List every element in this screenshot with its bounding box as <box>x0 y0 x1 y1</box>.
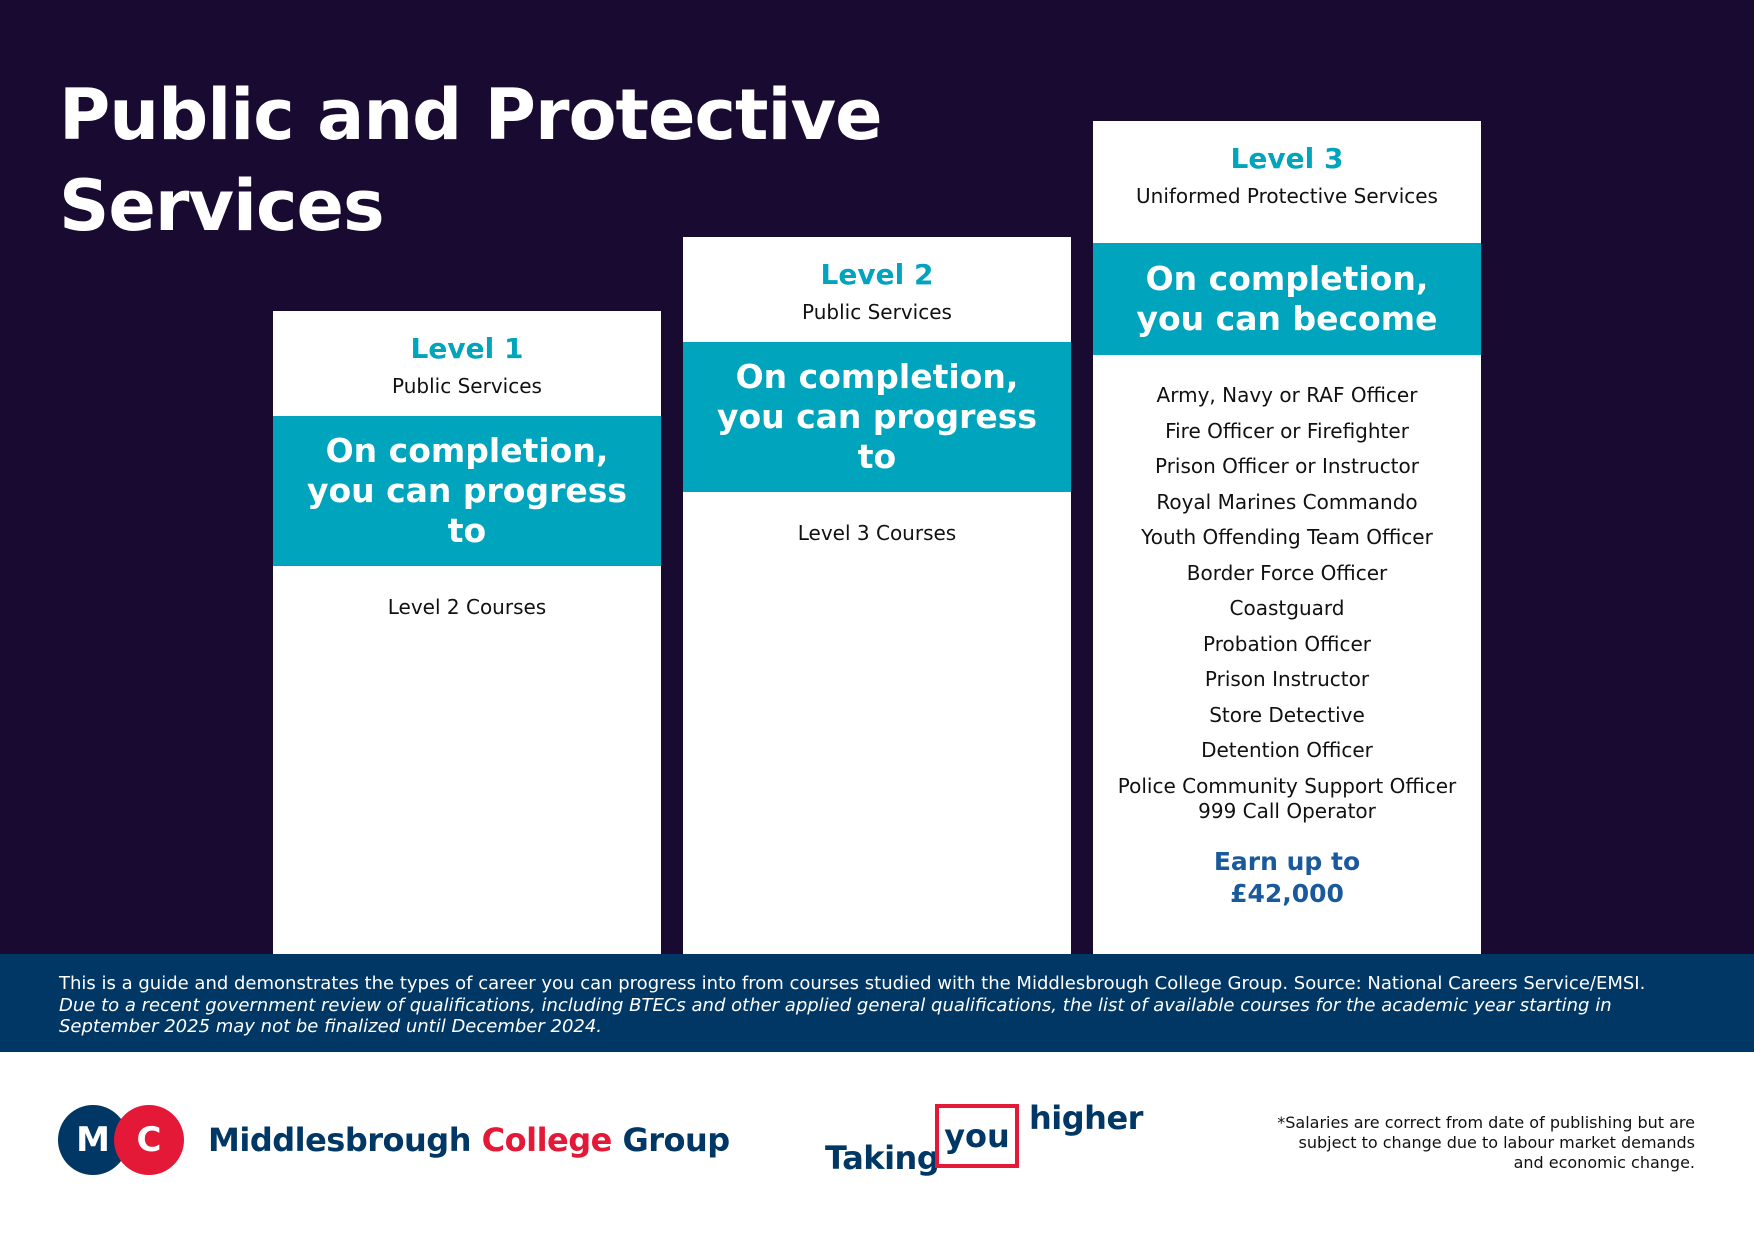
career-item: Royal Marines Commando <box>1156 489 1418 514</box>
career-item: Store Detective <box>1209 702 1365 727</box>
career-item: Probation Officer <box>1203 631 1371 656</box>
logo-word-group: Group <box>622 1121 730 1159</box>
level-3-header <box>1093 121 1481 243</box>
logo-wordmark <box>208 1120 730 1160</box>
career-item: Youth Offending Team Officer <box>1141 525 1433 549</box>
logo-word-college: College <box>481 1121 612 1159</box>
page-title: Public and Protective Services <box>59 74 882 247</box>
guide-notice <box>0 954 1754 1052</box>
earn-label: Earn up to <box>1213 846 1361 876</box>
logo-c-circle: C <box>114 1105 184 1175</box>
level-1-card <box>273 311 661 954</box>
slogan-taking-you-higher <box>825 1098 1143 1188</box>
level-2-progress-band: On completion, you can progress to <box>683 342 1071 492</box>
level-1-progress-band: On completion, you can progress to <box>273 416 661 566</box>
salary-disclaimer: *Salaries are correct from date of publishing but are subject to change due to labour market demands and economic change. <box>1277 1113 1695 1172</box>
level-3-title: Level 3 <box>1230 142 1344 175</box>
level-1-title: Level 1 <box>410 332 524 365</box>
career-item: Prison Instructor <box>1204 667 1370 691</box>
level-2-card <box>683 237 1071 954</box>
slogan-higher: higher <box>1029 1099 1143 1137</box>
career-item: 999 Call Operator <box>1198 798 1376 823</box>
career-item: Fire Officer or Firefighter <box>1165 418 1409 443</box>
career-item: Coastguard <box>1229 596 1345 620</box>
notice-italic-text: Due to a recent government review of qualifications, including BTECs and other applied general qualifications, the list of available courses for the academic year starting in September 2025 may not be finalized until December 2024. <box>59 994 1612 1037</box>
logo-m-circle: M <box>58 1105 128 1175</box>
logo-word-middlesbrough: Middlesbrough <box>208 1121 471 1159</box>
earn-value: £42,000 <box>1230 878 1344 908</box>
career-item: Border Force Officer <box>1186 560 1388 585</box>
level-3-course: Uniformed Protective Services <box>1136 184 1438 208</box>
career-item: Prison Officer or Instructor <box>1155 454 1419 478</box>
level-2-title: Level 2 <box>820 258 934 291</box>
notice-main-text: This is a guide and demonstrates the types of career you can progress into from courses studied with the Middlesbrough College Group. Source: National Careers Service/EMSI. <box>59 973 1646 994</box>
career-item: Army, Navy or RAF Officer <box>1156 383 1418 407</box>
level-3-become-band: On completion, you can become <box>1093 243 1481 355</box>
slogan-you: you <box>944 1117 1010 1155</box>
level-1-next-course: Level 2 Courses <box>387 595 547 619</box>
level-2-next-course: Level 3 Courses <box>797 521 957 545</box>
slogan-taking: Taking <box>825 1139 940 1177</box>
level-3-card <box>1093 121 1481 954</box>
college-logo <box>58 1105 730 1175</box>
slogan-you-box <box>935 1104 1019 1168</box>
level-2-course: Public Services <box>802 300 952 324</box>
earnings-note <box>1093 846 1481 910</box>
careers-list <box>1093 383 1481 824</box>
level-1-course: Public Services <box>392 374 542 398</box>
level-2-header <box>683 237 1071 342</box>
level-1-header <box>273 311 661 416</box>
career-item: Police Community Support Officer <box>1117 773 1457 798</box>
career-item: Detention Officer <box>1201 738 1373 762</box>
